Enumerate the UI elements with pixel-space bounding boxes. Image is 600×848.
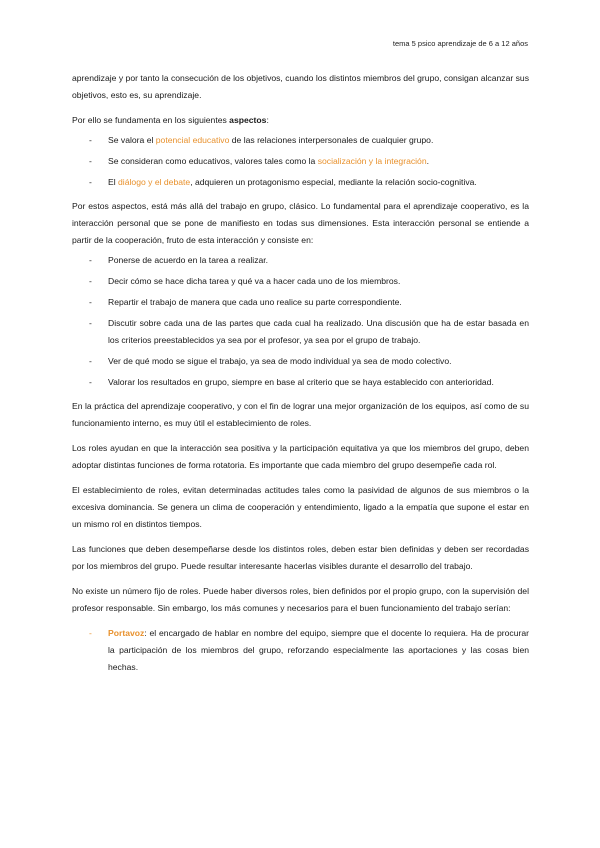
- list-item: - El diálogo y el debate, adquieren un protagonismo especial, mediante la relación socio-cognitiva.: [89, 177, 477, 187]
- list-item: - Decir cómo se hace dicha tarea y qué va a hacer cada uno de los miembros.: [89, 276, 401, 286]
- role-name: Portavoz: [108, 628, 145, 638]
- list-item: - Discutir sobre cada una de las partes que cada cual ha realizado. Una discusión que ha de estar basada en los criterios preestablecidos ya sea por el profesor, ya sea por el grupo de trabajo.: [89, 318, 529, 345]
- paragraph-1: aprendizaje y por tanto la consecución de los objetivos, cuando los distintos miembros del grupo, consigan alcanzar sus objetivos, esto es, su aprendizaje.: [72, 73, 529, 100]
- list-item: - Valorar los resultados en grupo, siempre en base al criterio que se haya establecido con anterioridad.: [89, 377, 494, 387]
- highlight-text: diálogo y el debate: [118, 177, 191, 187]
- list-item: - Se consideran como educativos, valores tales como la socialización y la integración.: [89, 156, 430, 166]
- paragraph-3: Por estos aspectos, está más allá del trabajo en grupo, clásico. Lo fundamental para el aprendizaje cooperativo, es la interacción personal que se pone de manifiesto en todas sus dimensiones. Esta interacción personal se entiende a partir de la cooperación, fruto de esta interacción y consiste en:: [72, 201, 529, 245]
- paragraph-7: Las funciones que deben desempeñarse desde los distintos roles, deben estar bien definidas y deben ser recordadas por los miembros del grupo. Puede resultar interesante hacerlas visibles durante el desarrollo del trabajo.: [72, 544, 529, 571]
- list-item: - Portavoz: el encargado de hablar en nombre del equipo, siempre que el docente lo requiera. Ha de procurar la participación de los miembros del grupo, reforzando especialmente las aportaciones y las cosas bien hechas.: [89, 628, 529, 672]
- paragraph-2: Por ello se fundamenta en los siguientes aspectos:: [72, 115, 269, 125]
- bold-aspectos: aspectos: [229, 115, 267, 125]
- page-header: tema 5 psico aprendizaje de 6 a 12 años: [392, 39, 528, 48]
- paragraph-8: No existe un número fijo de roles. Puede haber diversos roles, bien definidos por el propio grupo, con la supervisión del profesor responsable. Sin embargo, los más comunes y necesarios para el buen funcionamiento del trabajo serían:: [72, 586, 529, 613]
- roles-list: [72, 625, 529, 676]
- paragraph-4: En la práctica del aprendizaje cooperativo, y con el fin de lograr una mejor organización de los equipos, así como de su funcionamiento interno, es muy útil el establecimiento de roles.: [72, 401, 529, 428]
- steps-list: [72, 252, 529, 391]
- aspects-list: [72, 132, 529, 191]
- page-content: [72, 70, 529, 680]
- list-item: - Se valora el potencial educativo de las relaciones interpersonales de cualquier grupo.: [89, 135, 434, 145]
- highlight-text: potencial educativo: [155, 135, 230, 145]
- paragraph-6: El establecimiento de roles, evitan determinadas actitudes tales como la pasividad de algunos de sus miembros o la excesiva dominancia. Se genera un clima de cooperación y entendimiento, ligado a la empatía que supone el estar en un mismo rol en distintos tiempos.: [72, 485, 529, 529]
- list-item: - Ponerse de acuerdo en la tarea a realizar.: [89, 255, 269, 265]
- list-item: - Ver de qué modo se sigue el trabajo, ya sea de modo individual ya sea de modo colectivo.: [89, 356, 452, 366]
- highlight-text: socialización y la integración: [317, 156, 427, 166]
- list-item: - Repartir el trabajo de manera que cada uno realice su parte correspondiente.: [89, 297, 402, 307]
- paragraph-5: Los roles ayudan en que la interacción sea positiva y la participación equitativa ya que los miembros del grupo, deben adoptar distintas funciones de forma rotatoria. Es importante que cada miembro del grupo desempeñe cada rol.: [72, 443, 529, 470]
